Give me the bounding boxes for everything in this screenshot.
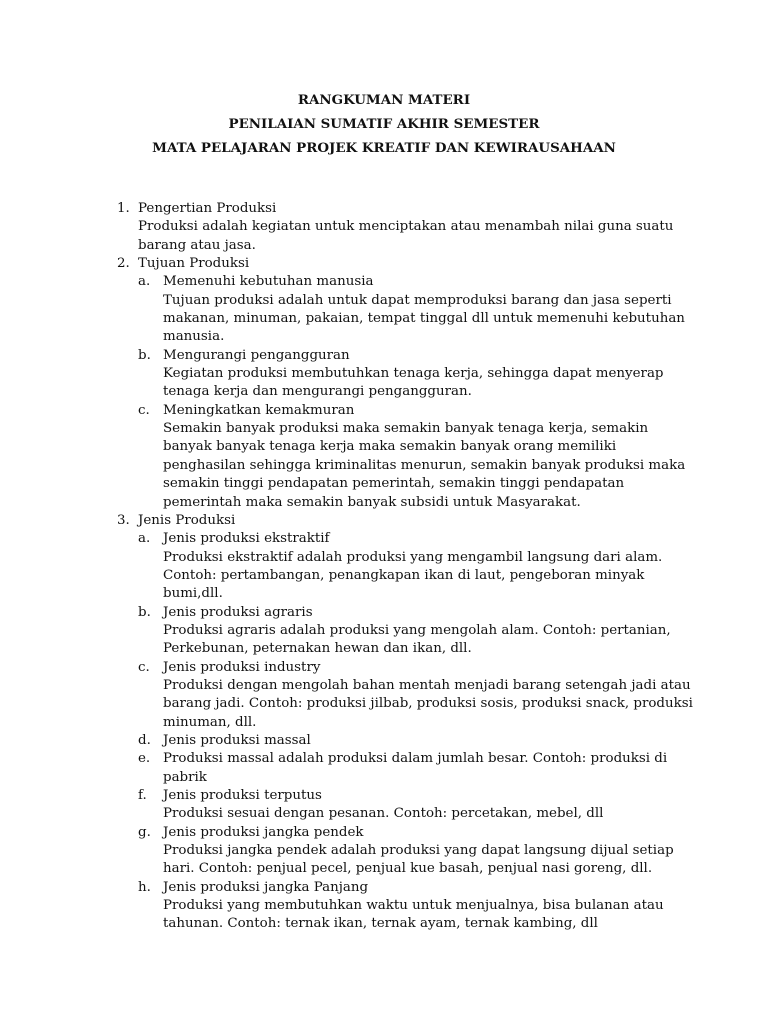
line-text: Tujuan Produksi	[138, 256, 250, 272]
text-line	[0, 420, 768, 438]
text-line	[0, 769, 768, 787]
list-letter: a.	[138, 531, 151, 547]
text-line	[0, 750, 768, 768]
list-letter: h.	[138, 879, 151, 895]
text-line	[0, 860, 768, 878]
line-text: Mengurangi pengangguran	[163, 347, 350, 363]
text-line	[0, 292, 768, 310]
text-line	[0, 494, 768, 512]
text-line	[0, 659, 768, 677]
line-text: Produksi jangka pendek adalah produksi yang dapat langsung dijual setiap	[163, 843, 674, 859]
line-text: penghasilan sehingga kriminalitas menurun, semakin banyak produksi maka	[163, 457, 686, 473]
list-letter: b.	[138, 347, 151, 363]
list-letter: d.	[138, 732, 151, 748]
line-text: Jenis produksi industry	[163, 659, 321, 675]
text-line	[0, 695, 768, 713]
line-text: tahunan. Contoh: ternak ikan, ternak ayam, ternak kambing, dll	[163, 916, 598, 932]
line-text: Produksi yang membutuhkan waktu untuk menjualnya, bisa bulanan atau	[163, 898, 664, 914]
line-text: Contoh: pertambangan, penangkapan ikan di laut, pengeboran minyak	[163, 567, 645, 583]
text-line	[0, 714, 768, 732]
text-line	[0, 328, 768, 346]
line-text: Jenis Produksi	[138, 512, 236, 528]
text-line	[0, 273, 768, 291]
line-text: Produksi adalah kegiatan untuk menciptakan atau menambah nilai guna suatu	[138, 219, 674, 235]
text-line	[0, 897, 768, 915]
text-line	[0, 805, 768, 823]
line-text: Tujuan produksi adalah untuk dapat memproduksi barang dan jasa seperti	[163, 292, 672, 308]
line-text: semakin tinggi pendapatan pemerintah, semakin tinggi pendapatan	[163, 476, 625, 492]
text-line	[0, 255, 768, 273]
text-line	[0, 622, 768, 640]
line-text: hari. Contoh: penjual pecel, penjual kue basah, penjual nasi goreng, dll.	[163, 861, 653, 877]
list-letter: f.	[138, 788, 147, 803]
line-text: Jenis produksi jangka Panjang	[163, 879, 369, 895]
line-text: Kegiatan produksi membutuhkan tenaga kerja, sehingga dapat menyerap	[163, 366, 664, 382]
text-line	[0, 512, 768, 530]
line-text: barang atau jasa.	[138, 237, 256, 253]
line-text: Produksi massal adalah produksi dalam jumlah besar. Contoh: produksi di	[163, 751, 668, 767]
line-text: minuman, dll.	[163, 714, 257, 730]
text-line	[0, 200, 768, 218]
text-line	[0, 567, 768, 585]
list-letter: g.	[138, 824, 151, 840]
line-text: Jenis produksi agraris	[163, 604, 313, 620]
line-text: Jenis produksi terputus	[163, 788, 322, 803]
text-line	[0, 842, 768, 860]
line-text: Jenis produksi massal	[163, 732, 311, 748]
document-titles	[0, 88, 768, 160]
text-line	[0, 365, 768, 383]
text-line	[0, 310, 768, 328]
list-letter: c.	[138, 659, 150, 675]
subject-title: MATA PELAJARAN PROJEK KREATIF DAN KEWIRAUSAHAAN	[152, 140, 616, 156]
list-number: 2.	[117, 256, 130, 272]
document-body	[0, 200, 768, 934]
line-text: Produksi sesuai dengan pesanan. Contoh: percetakan, mebel, dll	[163, 806, 604, 822]
text-line	[0, 732, 768, 750]
line-text: barang jadi. Contoh: produksi jilbab, produksi sosis, produksi snack, produksi	[163, 696, 693, 712]
line-text: Produksi agraris adalah produksi yang mengolah alam. Contoh: pertanian,	[163, 622, 671, 638]
text-line	[0, 383, 768, 401]
text-line	[0, 530, 768, 548]
text-line	[0, 402, 768, 420]
text-line	[0, 457, 768, 475]
text-line	[0, 604, 768, 622]
line-text: pabrik	[163, 769, 207, 785]
line-text: banyak banyak tenaga kerja maka semakin banyak orang memiliki	[163, 439, 617, 455]
line-text: Jenis produksi ekstraktif	[163, 531, 330, 547]
list-number: 3.	[117, 512, 130, 528]
line-text: makanan, minuman, pakaian, tempat tinggal dll untuk memenuhi kebutuhan	[163, 311, 685, 327]
text-line	[0, 787, 768, 805]
text-line	[0, 677, 768, 695]
list-letter: b.	[138, 604, 151, 620]
text-line	[0, 237, 768, 255]
line-text: Produksi ekstraktif adalah produksi yang mengambil langsung dari alam.	[163, 549, 663, 565]
line-text: bumi,dll.	[163, 586, 223, 602]
text-line	[0, 475, 768, 493]
list-letter: c.	[138, 402, 150, 418]
text-line	[0, 549, 768, 567]
text-line	[0, 438, 768, 456]
line-text: Memenuhi kebutuhan manusia	[163, 274, 374, 290]
text-line	[0, 585, 768, 603]
list-number: 1.	[117, 201, 130, 216]
text-line	[0, 218, 768, 236]
text-line	[0, 915, 768, 933]
line-text: Meningkatkan kemakmuran	[163, 402, 355, 418]
text-line	[0, 640, 768, 658]
line-text: Pengertian Produksi	[138, 201, 277, 216]
line-text: manusia.	[163, 329, 225, 345]
line-text: Jenis produksi jangka pendek	[163, 824, 364, 840]
list-letter: a.	[138, 274, 151, 290]
line-text: Perkebunan, peternakan hewan dan ikan, dll.	[163, 641, 472, 657]
text-line	[0, 879, 768, 897]
line-text: Semakin banyak produksi maka semakin banyak tenaga kerja, semakin	[163, 421, 649, 437]
line-text: pemerintah maka semakin banyak subsidi untuk Masyarakat.	[163, 494, 581, 510]
list-letter: e.	[138, 751, 151, 767]
subtitle: PENILAIAN SUMATIF AKHIR SEMESTER	[228, 116, 540, 132]
text-line	[0, 824, 768, 842]
main-title: RANGKUMAN MATERI	[297, 92, 471, 108]
line-text: Produksi dengan mengolah bahan mentah menjadi barang setengah jadi atau	[163, 677, 691, 693]
text-line	[0, 347, 768, 365]
line-text: tenaga kerja dan mengurangi pengangguran.	[163, 384, 472, 400]
